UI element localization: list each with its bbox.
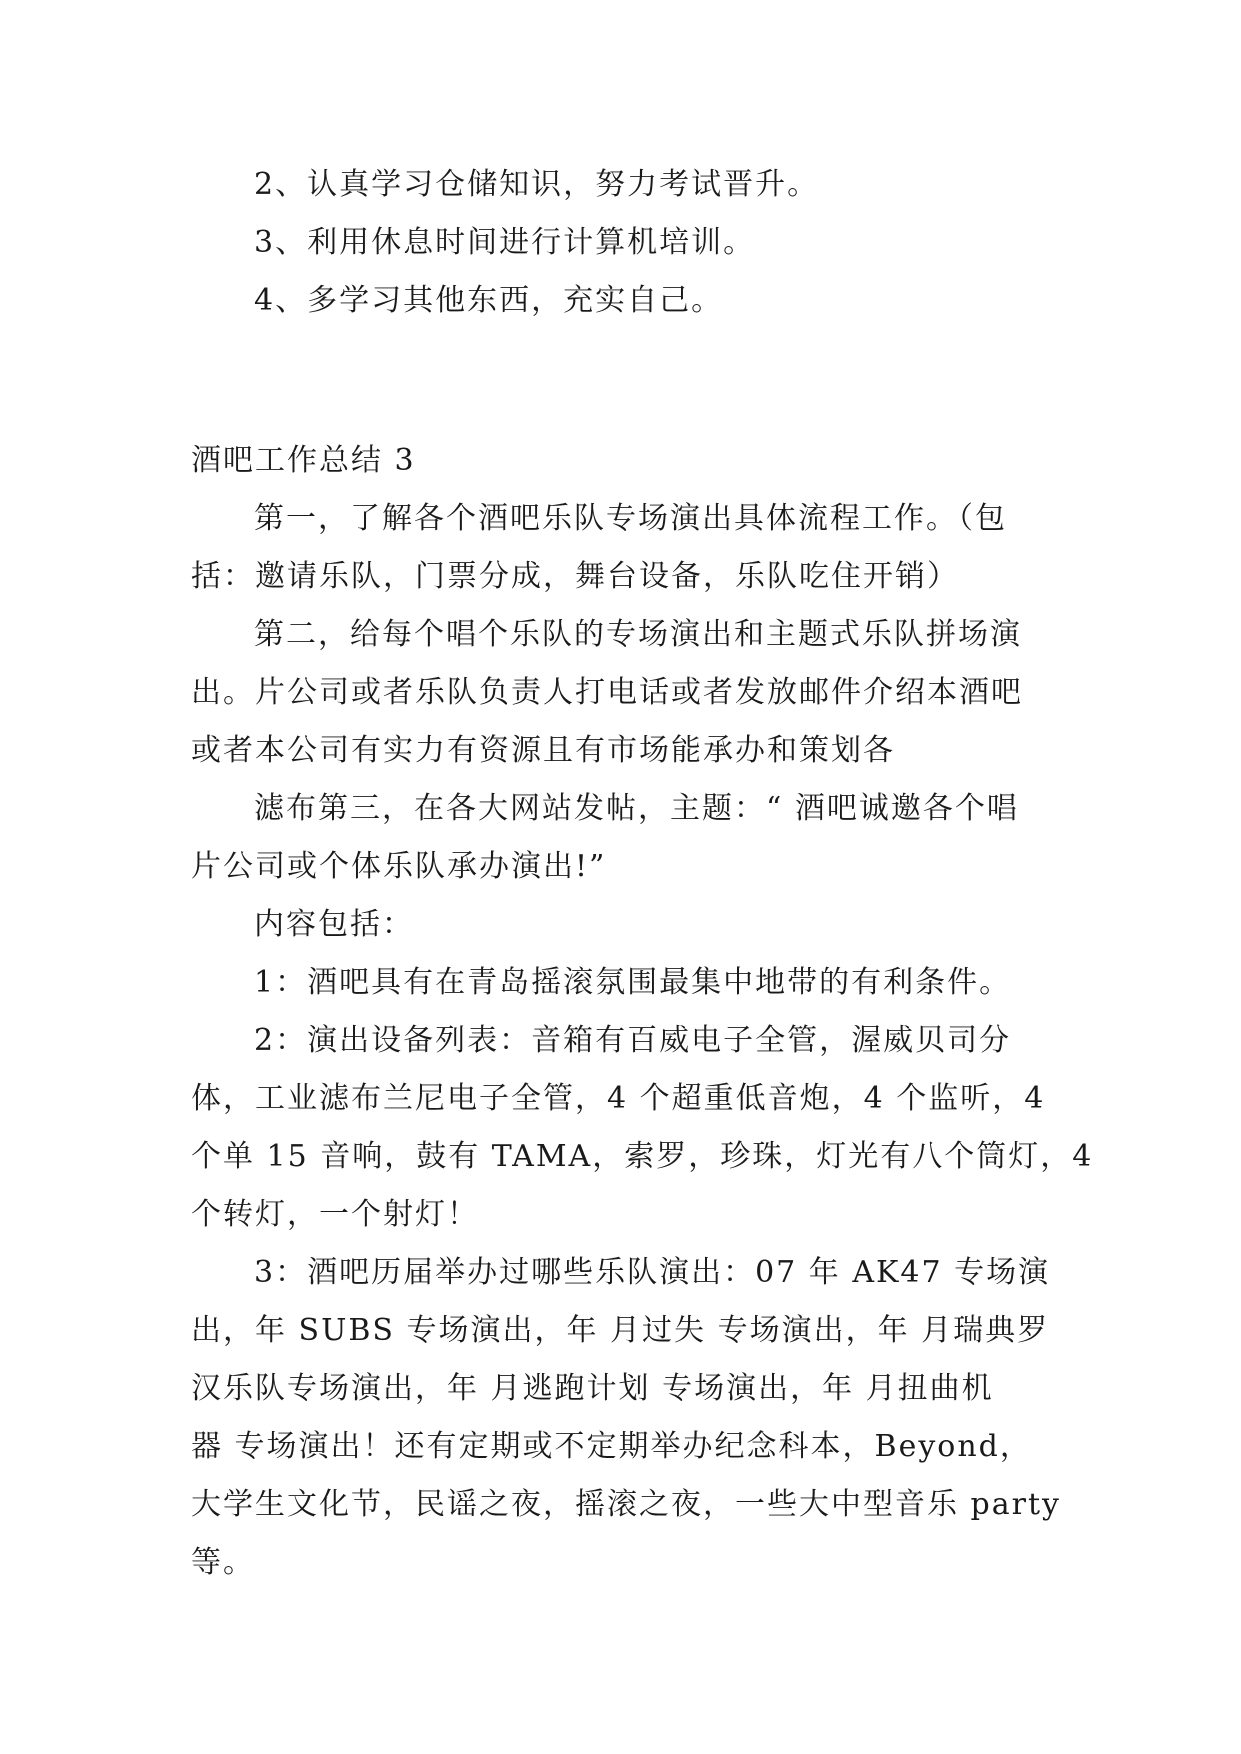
document-page — [191, 156, 1094, 1592]
list-item: 3：酒吧历届举办过哪些乐队演出：07 年 AK47 专场演 — [254, 1255, 1051, 1290]
list-item: 1：酒吧具有在青岛摇滚氛围最集中地带的有利条件。 — [254, 965, 1012, 1000]
paragraph-line: 出，年 SUBS 专场演出，年 月过失 专场演出，年 月瑞典罗 — [191, 1313, 1050, 1348]
paragraph-line: 器 专场演出！还有定期或不定期举办纪念科本，Beyond， — [191, 1429, 1032, 1464]
list-item: 4、多学习其他东西，充实自己。 — [254, 283, 724, 318]
paragraph-line: 大学生文化节，民谣之夜，摇滚之夜，一些大中型音乐 party — [191, 1487, 1061, 1522]
paragraph-line: 汉乐队专场演出，年 月逃跑计划 专场演出，年 月扭曲机 — [191, 1371, 994, 1406]
paragraph-line: 第一，了解各个酒吧乐队专场演出具体流程工作。（包 — [254, 501, 1007, 536]
paragraph-line: 第二，给每个唱个乐队的专场演出和主题式乐队拼场演 — [254, 617, 1022, 652]
list-item: 2、认真学习仓储知识，努力考试晋升。 — [254, 167, 820, 202]
paragraph-line: 个单 15 音响，鼓有 TAMA，索罗，珍珠，灯光有八个筒灯，4 — [191, 1139, 1094, 1174]
paragraph-line: 或者本公司有实力有资源且有市场能承办和策划各 — [191, 733, 895, 768]
list-item: 3、利用休息时间进行计算机培训。 — [254, 225, 756, 260]
section-gap — [191, 330, 1049, 444]
paragraph-line: 滤布第三，在各大网站发帖，主题：“ 酒吧诚邀各个唱 — [254, 791, 1019, 826]
paragraph-line: 体，工业滤布兰尼电子全管，4 个超重低音炮，4 个监听，4 — [191, 1081, 1046, 1116]
paragraph-line: 括：邀请乐队，门票分成，舞台设备，乐队吃住开销） — [191, 559, 959, 594]
paragraph-line: 内容包括： — [254, 907, 414, 942]
paragraph-line: 等。 — [191, 1545, 255, 1580]
paragraph-line: 片公司或个体乐队承办演出!” — [191, 849, 607, 884]
paragraph-line: 个转灯，一个射灯！ — [191, 1197, 479, 1232]
list-item: 2：演出设备列表：音箱有百威电子全管，渥威贝司分 — [254, 1023, 1012, 1058]
section-heading: 酒吧工作总结 3 — [191, 443, 416, 478]
paragraph-line: 出。片公司或者乐队负责人打电话或者发放邮件介绍本酒吧 — [191, 675, 1023, 710]
